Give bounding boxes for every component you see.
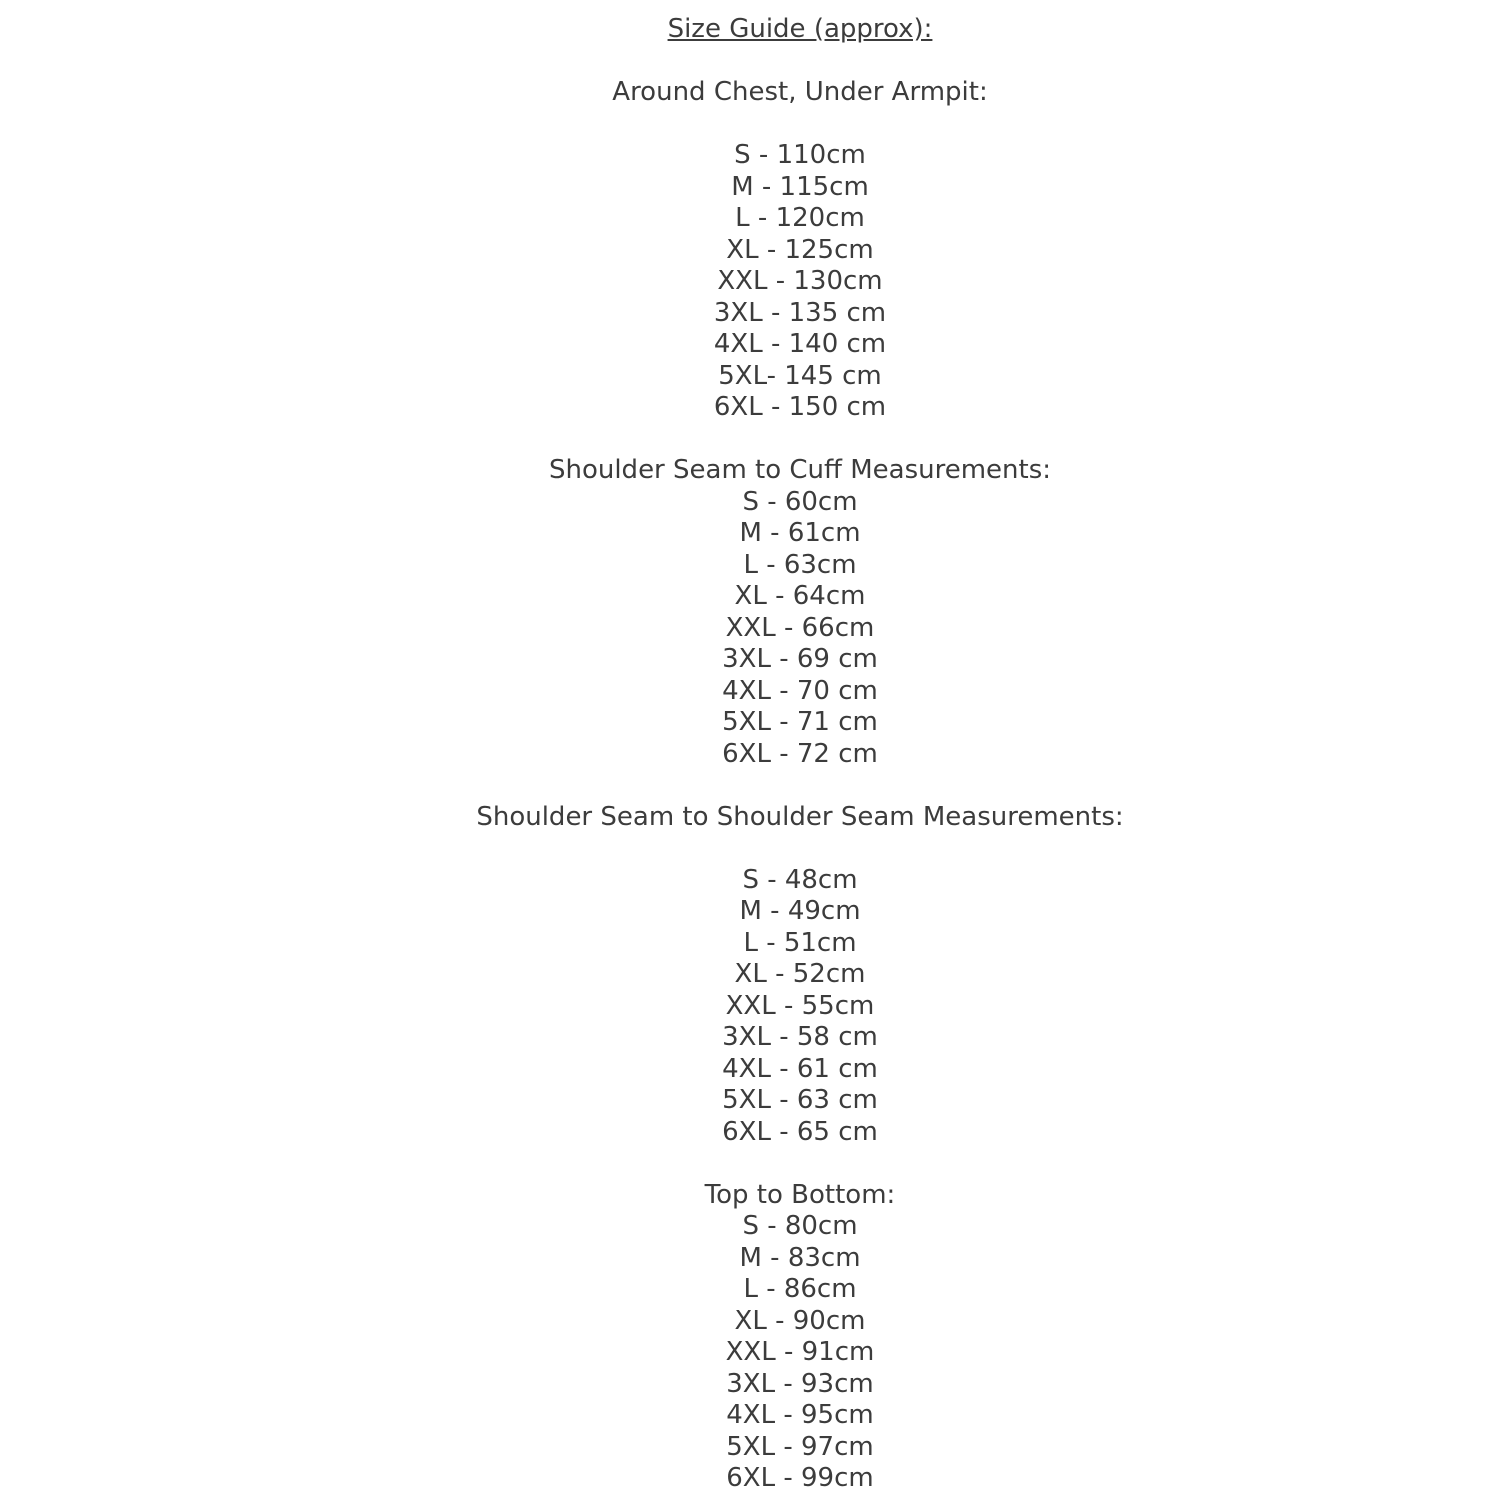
size-row: XXL - 91cm bbox=[725, 1337, 875, 1367]
size-row: M - 83cm bbox=[739, 1242, 861, 1273]
section-header: Shoulder Seam to Cuff Measurements: bbox=[548, 455, 1052, 485]
size-row: S - 80cm bbox=[742, 1211, 858, 1241]
size-row: 6XL - 99cm bbox=[726, 1463, 874, 1493]
size-row: 3XL - 135 cm bbox=[713, 297, 887, 328]
size-row: M - 49cm bbox=[739, 896, 861, 926]
size-row: 5XL - 63 cm bbox=[722, 1085, 878, 1115]
page-title: Size Guide (approx): bbox=[667, 14, 933, 44]
size-row: 4XL - 70 cm bbox=[722, 675, 878, 706]
size-row: XXL - 130cm bbox=[717, 266, 883, 296]
size-row: M - 61cm bbox=[739, 518, 861, 548]
size-row: 3XL - 58 cm bbox=[722, 1022, 878, 1052]
section-header: Shoulder Seam to Shoulder Seam Measurements: bbox=[476, 801, 1124, 832]
blank-line bbox=[100, 770, 1500, 802]
size-row: L - 86cm bbox=[743, 1274, 857, 1304]
size-row: 3XL - 93cm bbox=[726, 1368, 874, 1399]
size-row: 5XL- 145 cm bbox=[718, 360, 882, 391]
blank-line bbox=[100, 424, 1500, 456]
size-row: XXL - 66cm bbox=[725, 612, 875, 643]
size-row: XL - 64cm bbox=[734, 581, 866, 611]
blank-line bbox=[100, 833, 1500, 865]
size-row: 3XL - 69 cm bbox=[722, 644, 878, 674]
blank-line bbox=[100, 1148, 1500, 1180]
size-row: L - 51cm bbox=[743, 927, 857, 958]
size-row: 5XL - 97cm bbox=[726, 1431, 874, 1462]
size-row: 6XL - 72 cm bbox=[722, 738, 878, 769]
size-row: S - 60cm bbox=[742, 486, 858, 517]
section-header: Top to Bottom: bbox=[704, 1179, 896, 1210]
size-row: 6XL - 150 cm bbox=[713, 392, 887, 422]
size-row: 6XL - 65 cm bbox=[722, 1116, 878, 1147]
size-row: XXL - 55cm bbox=[725, 990, 875, 1021]
size-row: 4XL - 95cm bbox=[726, 1400, 874, 1430]
size-row: XL - 52cm bbox=[734, 959, 866, 989]
size-row: L - 120cm bbox=[735, 203, 865, 233]
blank-line bbox=[100, 46, 1500, 78]
size-row: 4XL - 61 cm bbox=[722, 1053, 878, 1084]
blank-line bbox=[100, 109, 1500, 141]
size-row: 4XL - 140 cm bbox=[713, 329, 887, 359]
size-row: M - 115cm bbox=[731, 171, 869, 202]
size-row: XL - 125cm bbox=[726, 234, 874, 265]
size-row: S - 110cm bbox=[734, 140, 866, 170]
size-row: L - 63cm bbox=[743, 549, 857, 580]
size-row: 5XL - 71 cm bbox=[722, 707, 878, 737]
size-row: XL - 90cm bbox=[734, 1305, 866, 1336]
size-row: S - 48cm bbox=[742, 864, 858, 895]
size-guide-sections bbox=[100, 46, 1500, 1495]
section-header: Around Chest, Under Armpit: bbox=[612, 77, 988, 107]
